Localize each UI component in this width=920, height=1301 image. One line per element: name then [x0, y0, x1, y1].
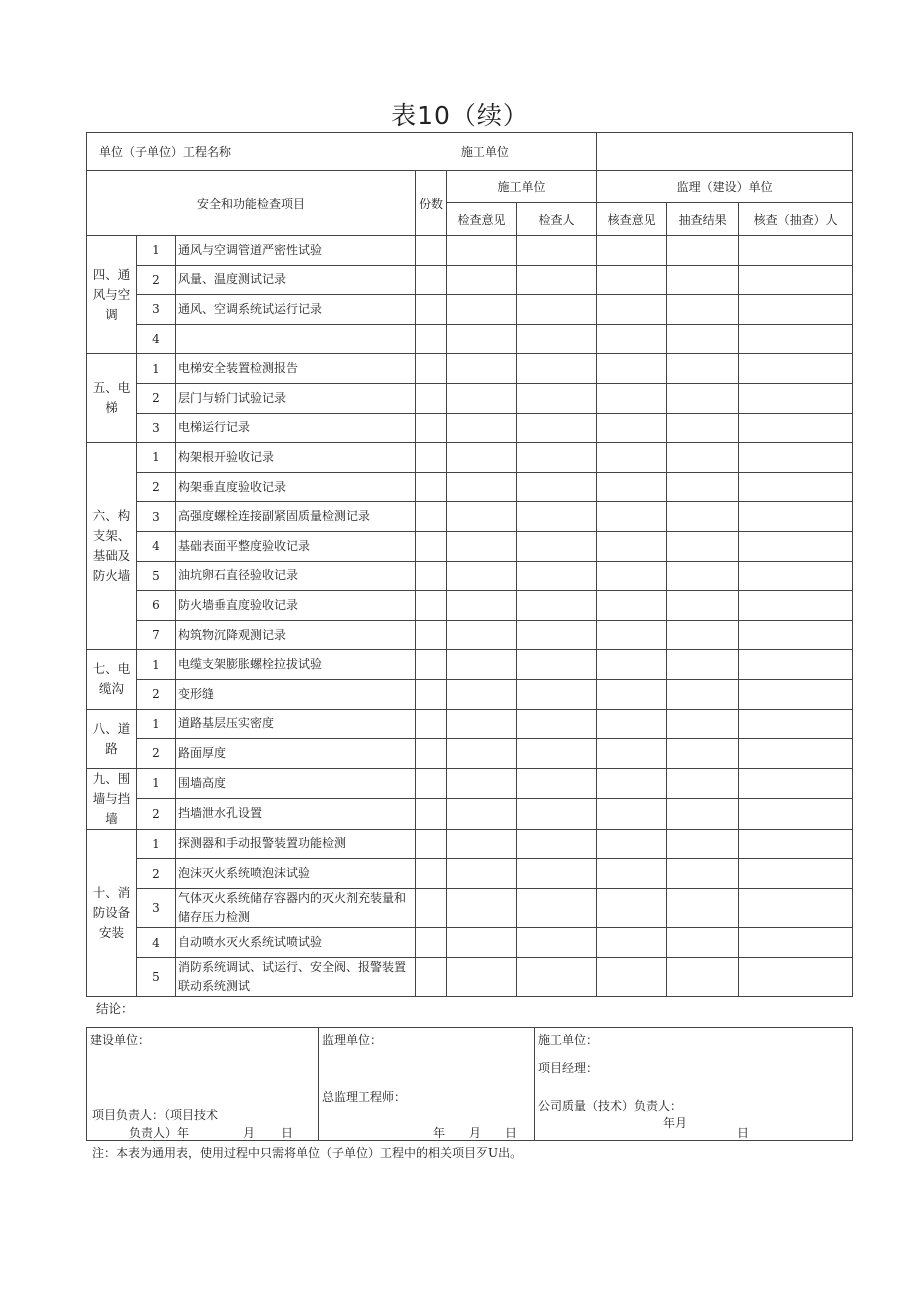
table-row [87, 472, 853, 502]
verifier-cell[interactable] [739, 472, 853, 502]
copies-cell[interactable] [416, 739, 447, 769]
table-row [87, 324, 853, 354]
project-name-label: 单位（子单位）工程名称 [99, 145, 232, 159]
verifier-cell[interactable] [739, 295, 853, 325]
constructor-sign-label: 施工单位： [538, 1033, 599, 1047]
item-text: 基础表面平整度验收记录 [176, 531, 416, 561]
copies-cell[interactable] [416, 679, 447, 709]
verifier-cell[interactable] [739, 739, 853, 769]
sample-result-cell[interactable] [667, 709, 739, 739]
verifier-cell[interactable] [739, 265, 853, 295]
verifier-cell[interactable] [739, 620, 853, 650]
supervisor-month: 月 [469, 1126, 482, 1140]
table-row [87, 888, 853, 928]
copies-cell[interactable] [416, 472, 447, 502]
copies-cell[interactable] [416, 957, 447, 997]
checker-cell[interactable] [517, 928, 597, 958]
verify-opinion-cell[interactable] [597, 354, 667, 384]
sample-result-cell[interactable] [667, 799, 739, 830]
verify-opinion-cell[interactable] [597, 383, 667, 413]
sample-result-cell[interactable] [667, 620, 739, 650]
check-items-label: 安全和功能检查项目 [87, 171, 416, 236]
verify-opinion-cell[interactable] [597, 829, 667, 859]
verifier-cell[interactable] [739, 502, 853, 532]
verifier-cell[interactable] [739, 888, 853, 928]
quality-leader: 公司质量（技术）负责人： [538, 1099, 683, 1113]
verifier-cell[interactable] [739, 561, 853, 591]
section-name: 八、道路 [87, 709, 137, 768]
sample-result-cell[interactable] [667, 236, 739, 266]
item-text: 探测器和手动报警装置功能检测 [176, 829, 416, 859]
checker-cell[interactable] [517, 591, 597, 621]
sample-result-cell[interactable] [667, 739, 739, 769]
item-number: 7 [137, 620, 176, 650]
copies-cell[interactable] [416, 443, 447, 473]
sample-result-cell[interactable] [667, 957, 739, 997]
item-text: 电梯运行记录 [176, 413, 416, 443]
verifier-cell[interactable] [739, 443, 853, 473]
item-number: 4 [137, 531, 176, 561]
checker-cell[interactable] [517, 859, 597, 889]
checker-cell[interactable] [517, 324, 597, 354]
header-row-project [87, 133, 853, 171]
item-number: 1 [137, 354, 176, 384]
item-text [176, 324, 416, 354]
verify-opinion-cell[interactable] [597, 502, 667, 532]
check-opinion-cell[interactable] [447, 620, 517, 650]
checker-cell[interactable] [517, 888, 597, 928]
check-opinion-cell[interactable] [447, 888, 517, 928]
verifier-cell[interactable] [739, 650, 853, 680]
copies-cell[interactable] [416, 620, 447, 650]
item-number: 3 [137, 888, 176, 928]
sample-result-cell[interactable] [667, 443, 739, 473]
verifier-cell[interactable] [739, 859, 853, 889]
item-text: 道路基层压实密度 [176, 709, 416, 739]
table-row [87, 236, 853, 266]
verify-opinion-cell[interactable] [597, 650, 667, 680]
item-text: 围墙高度 [176, 768, 416, 799]
item-number: 2 [137, 679, 176, 709]
verify-opinion-cell[interactable] [597, 799, 667, 830]
check-opinion-cell[interactable] [447, 650, 517, 680]
constructor-label: 施工单位 [460, 145, 509, 159]
check-opinion-cell[interactable] [447, 472, 517, 502]
check-opinion-cell[interactable] [447, 768, 517, 799]
table-row [87, 859, 853, 889]
check-opinion-cell[interactable] [447, 502, 517, 532]
table-row [87, 768, 853, 799]
inspection-table [86, 132, 853, 997]
table-row [87, 591, 853, 621]
check-opinion-cell[interactable] [447, 928, 517, 958]
item-text: 电缆支架膨胀螺栓拉拔试验 [176, 650, 416, 680]
item-text: 高强度螺栓连接副紧固质量检测记录 [176, 502, 416, 532]
check-opinion-cell[interactable] [447, 354, 517, 384]
verifier-cell[interactable] [739, 324, 853, 354]
constructor-day: 日 [737, 1126, 750, 1140]
table-row [87, 383, 853, 413]
sample-result-cell[interactable] [667, 472, 739, 502]
check-opinion-cell[interactable] [447, 324, 517, 354]
checker-cell[interactable] [517, 236, 597, 266]
verifier-cell[interactable] [739, 709, 853, 739]
supervisor-sign-cell [319, 1028, 535, 1141]
verify-opinion-cell[interactable] [597, 472, 667, 502]
owner-sign-cell [87, 1028, 319, 1141]
verifier-cell[interactable] [739, 413, 853, 443]
table-row [87, 413, 853, 443]
item-text: 防火墙垂直度验收记录 [176, 591, 416, 621]
signature-table [86, 1027, 853, 1141]
verify-opinion-cell[interactable] [597, 957, 667, 997]
copies-cell[interactable] [416, 768, 447, 799]
item-text: 构架根开验收记录 [176, 443, 416, 473]
checker-cell[interactable] [517, 472, 597, 502]
checker-cell[interactable] [517, 799, 597, 830]
check-opinion-cell[interactable] [447, 829, 517, 859]
sample-result-cell[interactable] [667, 354, 739, 384]
copies-cell[interactable] [416, 650, 447, 680]
table-row [87, 799, 853, 830]
table-row [87, 829, 853, 859]
copies-cell[interactable] [416, 561, 447, 591]
item-text: 构架垂直度验收记录 [176, 472, 416, 502]
item-text: 通风、空调系统试运行记录 [176, 295, 416, 325]
item-number: 2 [137, 383, 176, 413]
verifier-cell[interactable] [739, 591, 853, 621]
copies-cell[interactable] [416, 265, 447, 295]
supervisor-label: 监理单位： [322, 1033, 383, 1047]
verify-opinion-cell[interactable] [597, 265, 667, 295]
item-text: 气体灭火系统储存容器内的灭火剂充装量和储存压力检测 [176, 888, 416, 928]
supervisor-day: 日 [505, 1126, 518, 1140]
item-text: 通风与空调管道严密性试验 [176, 236, 416, 266]
item-number: 1 [137, 650, 176, 680]
sample-result-cell[interactable] [667, 859, 739, 889]
item-number: 3 [137, 502, 176, 532]
check-opinion-cell[interactable] [447, 443, 517, 473]
verify-opinion-cell[interactable] [597, 561, 667, 591]
check-opinion-cell[interactable] [447, 561, 517, 591]
checker-cell[interactable] [517, 739, 597, 769]
item-number: 3 [137, 295, 176, 325]
copies-cell[interactable] [416, 531, 447, 561]
sample-result-cell[interactable] [667, 324, 739, 354]
item-text: 油坑卵石直径验收记录 [176, 561, 416, 591]
verifier-cell[interactable] [739, 799, 853, 830]
item-number: 5 [137, 957, 176, 997]
check-opinion-cell[interactable] [447, 739, 517, 769]
owner-label: 建设单位： [90, 1033, 151, 1047]
section-name: 四、通风与空调 [87, 236, 137, 354]
supervisor-year: 年 [433, 1126, 446, 1140]
verify-opinion-cell[interactable] [597, 709, 667, 739]
checker-cell[interactable] [517, 709, 597, 739]
item-number: 2 [137, 859, 176, 889]
section-name: 六、构支架、基础及防火墙 [87, 443, 137, 650]
check-opinion-cell[interactable] [447, 383, 517, 413]
conclusion-label: 结论： [96, 1001, 134, 1016]
section-name: 九、围墙与挡墙 [87, 768, 137, 829]
sample-result-cell[interactable] [667, 383, 739, 413]
item-text: 泡沫灭火系统喷泡沫试验 [176, 859, 416, 889]
table-row [87, 443, 853, 473]
section-name: 十、消防设备安装 [87, 829, 137, 997]
sample-result-cell[interactable] [667, 679, 739, 709]
project-manager: 项目经理： [538, 1061, 599, 1075]
checker-cell[interactable] [517, 679, 597, 709]
table-row [87, 620, 853, 650]
verifier-cell[interactable] [739, 928, 853, 958]
table-row [87, 957, 853, 997]
sample-result-cell[interactable] [667, 928, 739, 958]
sample-result-cell[interactable] [667, 888, 739, 928]
owner-leader: 项目负责人：（项目技术 [92, 1108, 219, 1122]
sample-result-cell[interactable] [667, 413, 739, 443]
checker-cell[interactable] [517, 620, 597, 650]
checker-cell[interactable] [517, 413, 597, 443]
table-row [87, 354, 853, 384]
checker-cell[interactable] [517, 265, 597, 295]
check-opinion-cell[interactable] [447, 679, 517, 709]
checker-cell[interactable] [517, 295, 597, 325]
verify-opinion-cell[interactable] [597, 768, 667, 799]
constructor-sign-cell [535, 1028, 853, 1141]
check-opinion-cell[interactable] [447, 957, 517, 997]
verifier-cell[interactable] [739, 236, 853, 266]
checker-cell[interactable] [517, 768, 597, 799]
copies-cell[interactable] [416, 829, 447, 859]
check-opinion-cell[interactable] [447, 295, 517, 325]
checker-cell[interactable] [517, 531, 597, 561]
verify-opinion-cell[interactable] [597, 739, 667, 769]
col-verifier: 核查（抽查）人 [739, 203, 853, 236]
item-number: 1 [137, 236, 176, 266]
item-text: 消防系统调试、试运行、安全阀、报警装置联动系统测试 [176, 957, 416, 997]
item-text: 层门与轿门试验记录 [176, 383, 416, 413]
owner-leader-cont: 负责人）年 [129, 1126, 190, 1140]
verify-opinion-cell[interactable] [597, 236, 667, 266]
sample-result-cell[interactable] [667, 829, 739, 859]
col-verify-opinion: 核查意见 [597, 203, 667, 236]
checker-cell[interactable] [517, 650, 597, 680]
header-row-groups [87, 171, 853, 203]
chief-supervisor: 总监理工程师： [322, 1090, 407, 1104]
copies-cell[interactable] [416, 324, 447, 354]
copies-cell[interactable] [416, 591, 447, 621]
check-opinion-cell[interactable] [447, 859, 517, 889]
item-text: 构筑物沉降观测记录 [176, 620, 416, 650]
item-number: 2 [137, 265, 176, 295]
checker-cell[interactable] [517, 829, 597, 859]
blank-cell [597, 133, 853, 171]
copies-cell[interactable] [416, 888, 447, 928]
verify-opinion-cell[interactable] [597, 591, 667, 621]
table-row [87, 502, 853, 532]
verify-opinion-cell[interactable] [597, 859, 667, 889]
constructor-year-month: 年月 [663, 1116, 688, 1130]
table-row [87, 650, 853, 680]
sample-result-cell[interactable] [667, 295, 739, 325]
checker-cell[interactable] [517, 561, 597, 591]
checker-cell[interactable] [517, 443, 597, 473]
item-text: 风量、温度测试记录 [176, 265, 416, 295]
copies-cell[interactable] [416, 383, 447, 413]
checker-cell[interactable] [517, 502, 597, 532]
item-number: 1 [137, 768, 176, 799]
sample-result-cell[interactable] [667, 531, 739, 561]
item-text: 路面厚度 [176, 739, 416, 769]
item-text: 挡墙泄水孔设置 [176, 799, 416, 830]
copies-cell[interactable] [416, 502, 447, 532]
item-text: 自动喷水灭火系统试喷试验 [176, 928, 416, 958]
item-number: 1 [137, 443, 176, 473]
verify-opinion-cell[interactable] [597, 324, 667, 354]
project-name-cell [87, 133, 597, 171]
verify-opinion-cell[interactable] [597, 443, 667, 473]
check-opinion-cell[interactable] [447, 709, 517, 739]
copies-cell[interactable] [416, 295, 447, 325]
copies-cell[interactable] [416, 354, 447, 384]
item-number: 4 [137, 324, 176, 354]
check-opinion-cell[interactable] [447, 591, 517, 621]
item-number: 1 [137, 829, 176, 859]
verify-opinion-cell[interactable] [597, 413, 667, 443]
copies-cell[interactable] [416, 928, 447, 958]
copies-cell[interactable] [416, 236, 447, 266]
check-opinion-cell[interactable] [447, 799, 517, 830]
item-text: 变形缝 [176, 679, 416, 709]
verifier-cell[interactable] [739, 957, 853, 997]
col-check-opinion: 检查意见 [447, 203, 517, 236]
verify-opinion-cell[interactable] [597, 679, 667, 709]
check-opinion-cell[interactable] [447, 531, 517, 561]
constructor-group-label: 施工单位 [447, 171, 597, 203]
copies-cell[interactable] [416, 709, 447, 739]
verify-opinion-cell[interactable] [597, 531, 667, 561]
verifier-cell[interactable] [739, 383, 853, 413]
supervisor-group-label: 监理（建设）单位 [597, 171, 853, 203]
table-row [87, 531, 853, 561]
verify-opinion-cell[interactable] [597, 888, 667, 928]
verifier-cell[interactable] [739, 354, 853, 384]
verifier-cell[interactable] [739, 829, 853, 859]
table-row [87, 709, 853, 739]
owner-month: 月 [243, 1126, 256, 1140]
table-row [87, 928, 853, 958]
table-row [87, 561, 853, 591]
copies-cell[interactable] [416, 799, 447, 830]
sample-result-cell[interactable] [667, 768, 739, 799]
verify-opinion-cell[interactable] [597, 295, 667, 325]
item-number: 2 [137, 799, 176, 830]
sample-result-cell[interactable] [667, 650, 739, 680]
section-name: 五、电梯 [87, 354, 137, 443]
item-number: 1 [137, 709, 176, 739]
table-row [87, 265, 853, 295]
verifier-cell[interactable] [739, 768, 853, 799]
sample-result-cell[interactable] [667, 265, 739, 295]
checker-cell[interactable] [517, 354, 597, 384]
item-number: 2 [137, 472, 176, 502]
table-row [87, 295, 853, 325]
verifier-cell[interactable] [739, 679, 853, 709]
item-number: 3 [137, 413, 176, 443]
copies-cell[interactable] [416, 859, 447, 889]
check-opinion-cell[interactable] [447, 413, 517, 443]
verifier-cell[interactable] [739, 531, 853, 561]
verify-opinion-cell[interactable] [597, 620, 667, 650]
item-number: 2 [137, 739, 176, 769]
copies-cell[interactable] [416, 413, 447, 443]
owner-day: 日 [281, 1126, 294, 1140]
check-opinion-cell[interactable] [447, 265, 517, 295]
table-row [87, 739, 853, 769]
item-text: 电梯安全装置检测报告 [176, 354, 416, 384]
col-sample-result: 抽查结果 [667, 203, 739, 236]
sample-result-cell[interactable] [667, 591, 739, 621]
item-number: 4 [137, 928, 176, 958]
footnote: 注：本表为通用表，使用过程中只需将单位（子单位）工程中的相关项目歹U出。 [92, 1146, 523, 1160]
item-number: 5 [137, 561, 176, 591]
checker-cell[interactable] [517, 957, 597, 997]
item-number: 6 [137, 591, 176, 621]
check-opinion-cell[interactable] [447, 236, 517, 266]
checker-cell[interactable] [517, 383, 597, 413]
copies-label: 份数 [416, 171, 447, 236]
page-title: 表10（续） [391, 101, 529, 130]
sample-result-cell[interactable] [667, 502, 739, 532]
table-row [87, 679, 853, 709]
section-name: 七、电缆沟 [87, 650, 137, 709]
sample-result-cell[interactable] [667, 561, 739, 591]
col-checker: 检查人 [517, 203, 597, 236]
verify-opinion-cell[interactable] [597, 928, 667, 958]
